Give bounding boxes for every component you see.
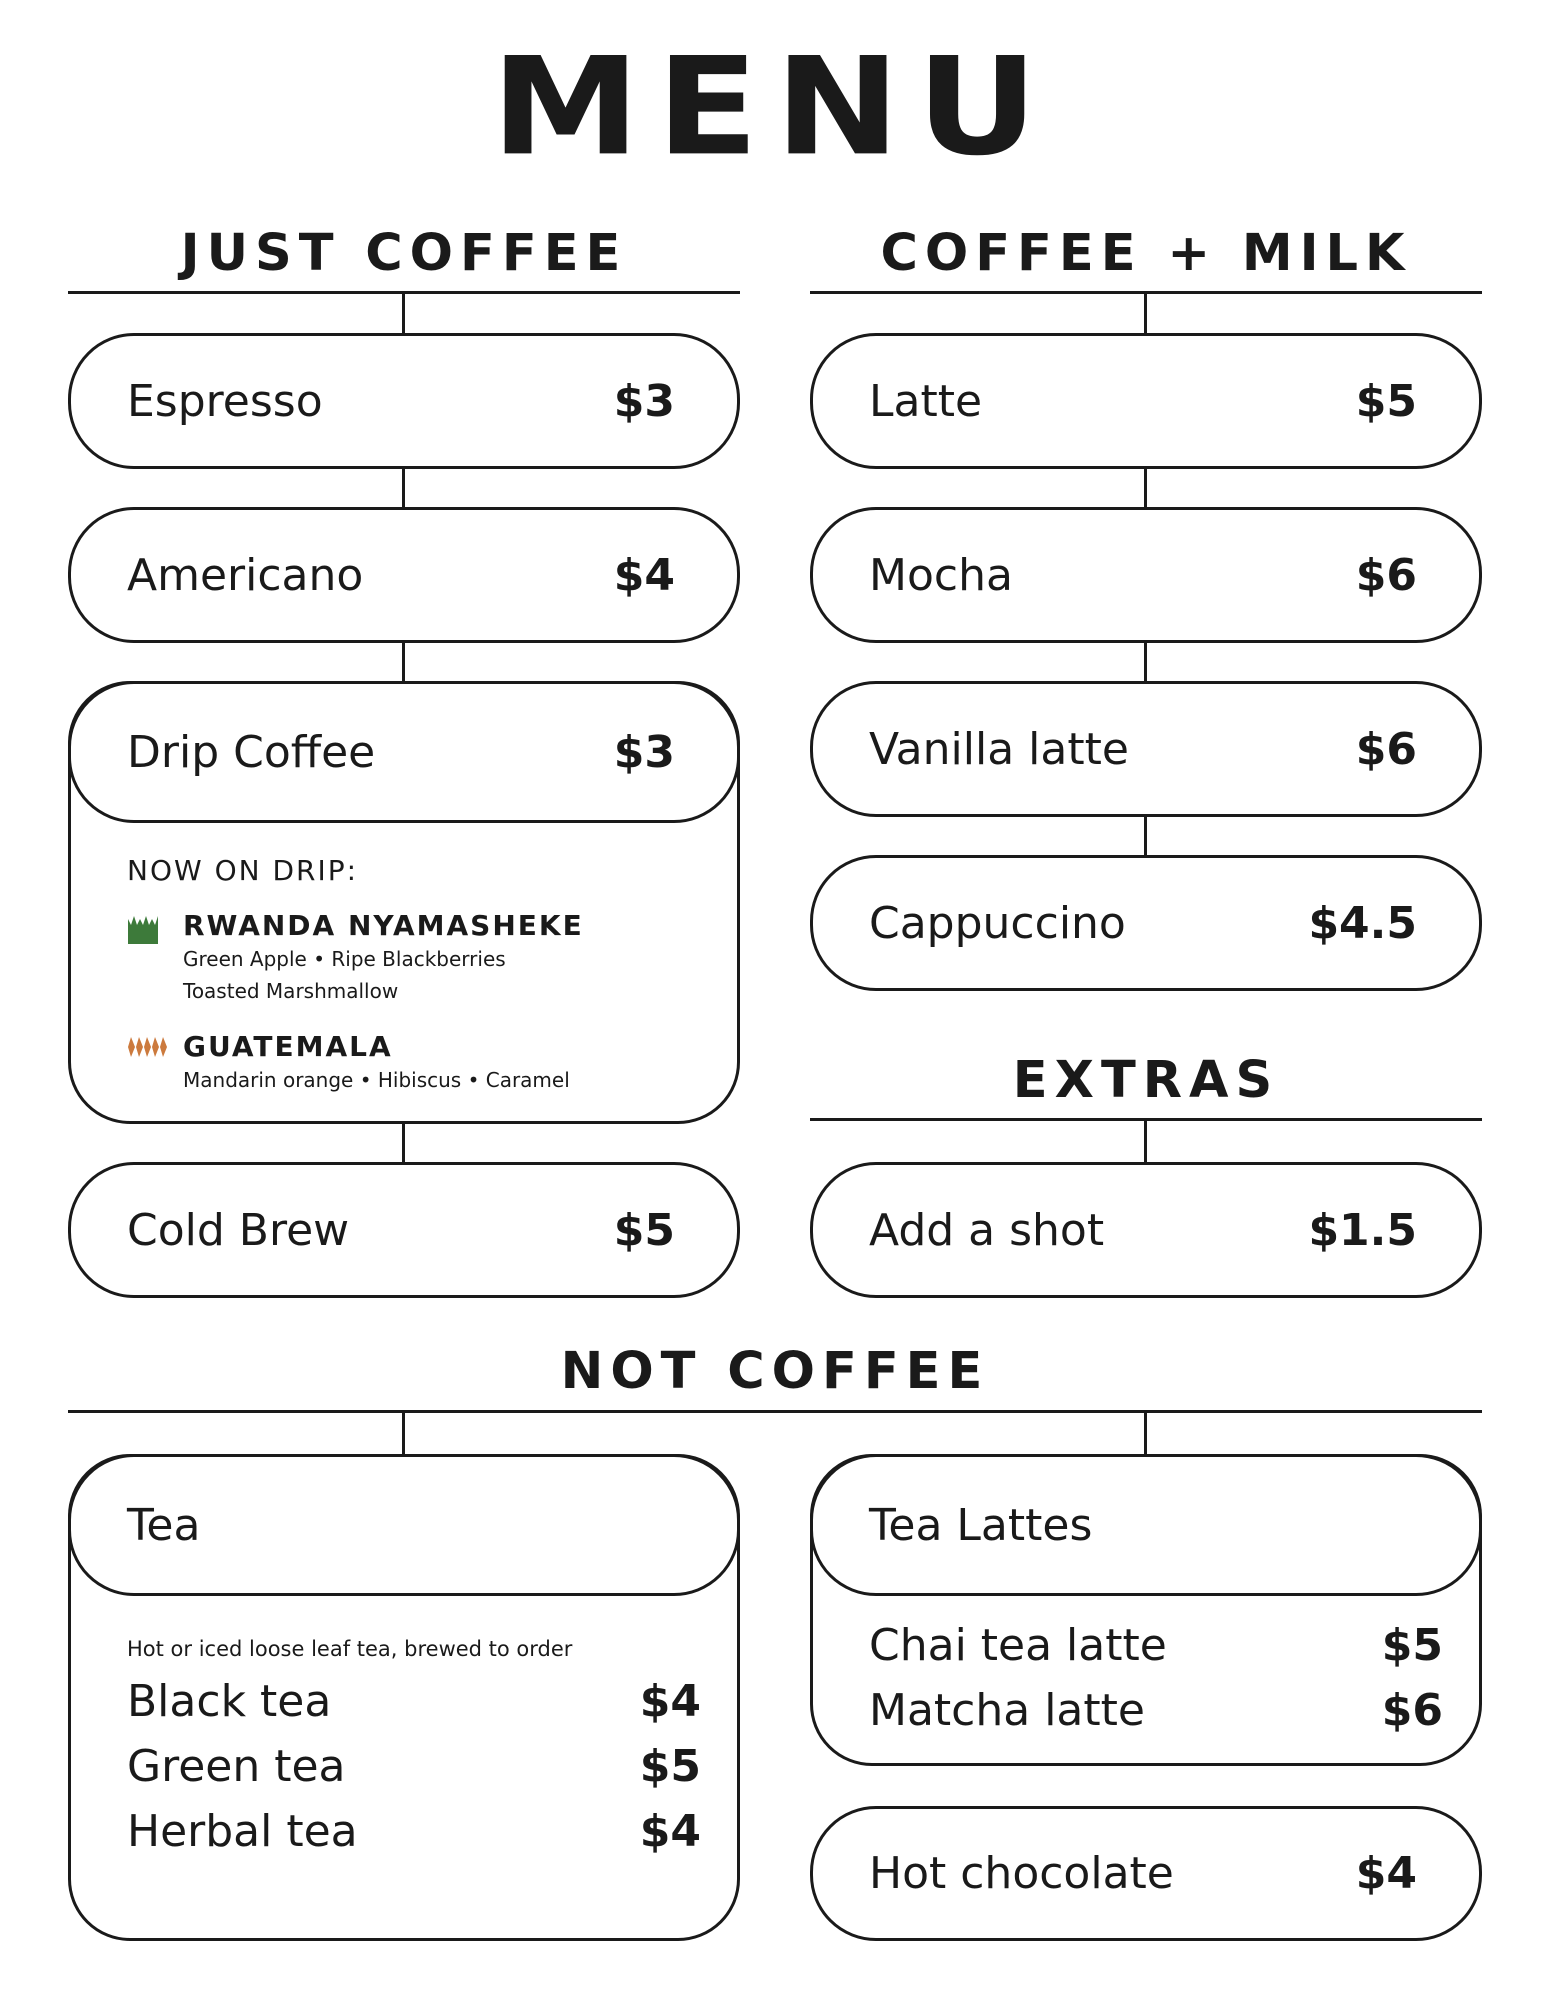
list-item[interactable]: [127, 1799, 701, 1864]
item-name: Chai tea latte: [869, 1620, 1167, 1671]
tea-lattes-list: [813, 1593, 1479, 1743]
item-name: Tea: [127, 1499, 201, 1551]
connector: [1144, 294, 1147, 334]
now-on-drip-label: NOW ON DRIP:: [127, 854, 359, 887]
menu-item-vanilla-latte[interactable]: [810, 681, 1482, 817]
connector: [1144, 1413, 1147, 1454]
drip-coffee-header: [68, 681, 740, 823]
not-coffee-heading: NOT COFFEE: [560, 1342, 990, 1401]
connector: [1144, 469, 1147, 507]
list-item[interactable]: [127, 1734, 701, 1799]
bean-notes: Mandarin orange • Hibiscus • Caramel: [183, 1068, 570, 1092]
menu-item-latte[interactable]: [810, 333, 1482, 469]
item-name: Matcha latte: [869, 1685, 1145, 1736]
bean-name: GUATEMALA: [183, 1030, 393, 1063]
item-price: $1.5: [1308, 1204, 1417, 1256]
item-price: $6: [1381, 1685, 1443, 1736]
item-price: $4: [639, 1806, 701, 1857]
menu-item-add-a-shot[interactable]: [810, 1162, 1482, 1298]
tea-list: [71, 1637, 737, 1864]
tea-description: Hot or iced loose leaf tea, brewed to order: [127, 1637, 573, 1661]
item-name: Drip Coffee: [127, 726, 376, 778]
item-price: $4: [613, 549, 675, 601]
item-name: Vanilla latte: [869, 723, 1129, 775]
bean-name: RWANDA NYAMASHEKE: [183, 909, 584, 942]
item-price: $6: [1355, 723, 1417, 775]
item-name: Mocha: [869, 549, 1013, 601]
bean-notes: Green Apple • Ripe Blackberries: [183, 947, 506, 971]
menu-item-cappuccino[interactable]: [810, 855, 1482, 991]
item-name: Tea Lattes: [869, 1499, 1093, 1551]
item-name: Add a shot: [869, 1204, 1105, 1256]
connector: [402, 1124, 405, 1162]
item-price: $5: [1381, 1620, 1443, 1671]
connector: [1144, 817, 1147, 855]
menu-item-tea-lattes[interactable]: [810, 1454, 1482, 1766]
connector: [402, 643, 405, 681]
menu-item-drip-coffee[interactable]: [68, 681, 740, 1124]
item-name: Espresso: [127, 375, 323, 427]
coffee-milk-heading: COFFEE + MILK: [880, 224, 1412, 283]
not-coffee-rule: [68, 1410, 1482, 1413]
connector: [402, 469, 405, 507]
item-name: Latte: [869, 375, 983, 427]
item-name: Hot chocolate: [869, 1848, 1174, 1899]
menu-item-mocha[interactable]: [810, 507, 1482, 643]
item-price: $5: [1355, 375, 1417, 427]
item-price: $5: [639, 1741, 701, 1792]
connector: [402, 1413, 405, 1454]
bean-guatemala: [127, 1030, 737, 1095]
connector: [1144, 1121, 1147, 1162]
item-price: $3: [613, 726, 675, 778]
bean-rwanda: [127, 909, 737, 1006]
menu-item-espresso[interactable]: [68, 333, 740, 469]
item-name: Cappuccino: [869, 897, 1126, 949]
item-price: $6: [1355, 549, 1417, 601]
rwanda-flag-icon: [127, 909, 163, 1006]
item-price: $5: [613, 1204, 675, 1256]
guatemala-wave-icon: [127, 1030, 163, 1095]
item-name: Green tea: [127, 1741, 346, 1792]
connector: [1144, 643, 1147, 681]
just-coffee-heading: JUST COFFEE: [180, 224, 628, 283]
tea-lattes-header: [810, 1454, 1482, 1596]
list-item[interactable]: [869, 1613, 1443, 1678]
bean-notes: Toasted Marshmallow: [183, 979, 399, 1003]
item-price: $3: [613, 375, 675, 427]
item-price: $4: [639, 1676, 701, 1727]
menu-item-cold-brew[interactable]: [68, 1162, 740, 1298]
now-on-drip: [71, 820, 737, 1095]
menu-item-hot-chocolate[interactable]: [810, 1806, 1482, 1941]
item-name: Cold Brew: [127, 1204, 350, 1256]
list-item[interactable]: [127, 1669, 701, 1734]
menu-title: MENU: [490, 29, 1055, 186]
extras-heading: EXTRAS: [1012, 1051, 1280, 1110]
item-name: Americano: [127, 549, 364, 601]
connector: [402, 294, 405, 334]
list-item[interactable]: [869, 1678, 1443, 1743]
item-price: $4: [1355, 1848, 1417, 1899]
tea-header: [68, 1454, 740, 1596]
item-name: Black tea: [127, 1676, 332, 1727]
menu-item-tea[interactable]: [68, 1454, 740, 1941]
item-name: Herbal tea: [127, 1806, 358, 1857]
item-price: $4.5: [1308, 897, 1417, 949]
menu-item-americano[interactable]: [68, 507, 740, 643]
